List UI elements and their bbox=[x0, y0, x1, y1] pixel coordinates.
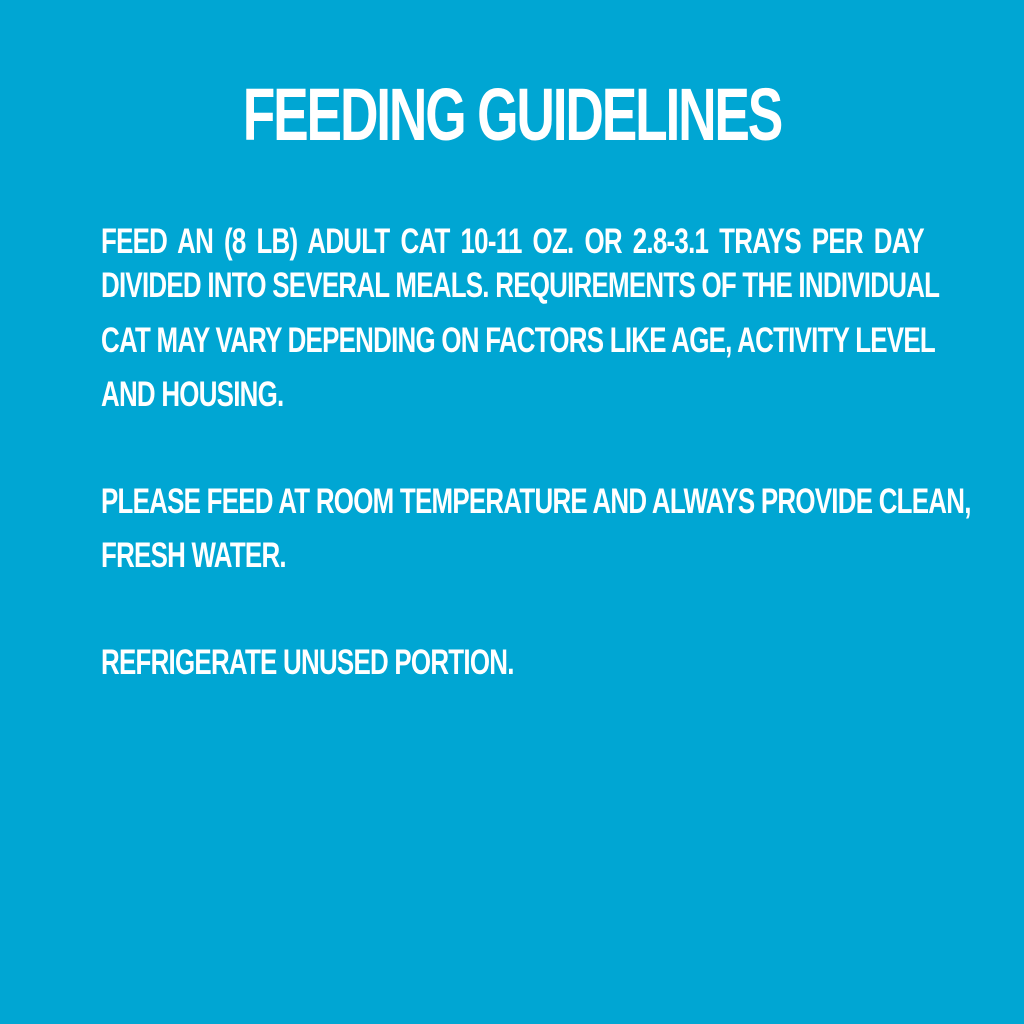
feeding-amount-line-2: DIVIDED INTO SEVERAL MEALS. REQUIREMENTS OF THE INDIVIDUAL bbox=[101, 266, 940, 305]
serving-temperature-line-2: FRESH WATER. bbox=[101, 536, 286, 575]
feeding-amount-line-3: CAT MAY VARY DEPENDING ON FACTORS LIKE AGE, ACTIVITY LEVEL bbox=[101, 321, 935, 360]
feeding-amount-line-4: AND HOUSING. bbox=[101, 375, 284, 414]
serving-temperature-line-1: PLEASE FEED AT ROOM TEMPERATURE AND ALWAYS PROVIDE CLEAN, bbox=[101, 482, 971, 521]
storage-instruction: REFRIGERATE UNUSED PORTION. bbox=[101, 643, 514, 682]
feeding-amount-line-1: FEED AN (8 LB) ADULT CAT 10-11 OZ. OR 2.8-3.1 TRAYS PER DAY bbox=[101, 222, 924, 261]
page-title: FEEDING GUIDELINES bbox=[242, 73, 782, 156]
